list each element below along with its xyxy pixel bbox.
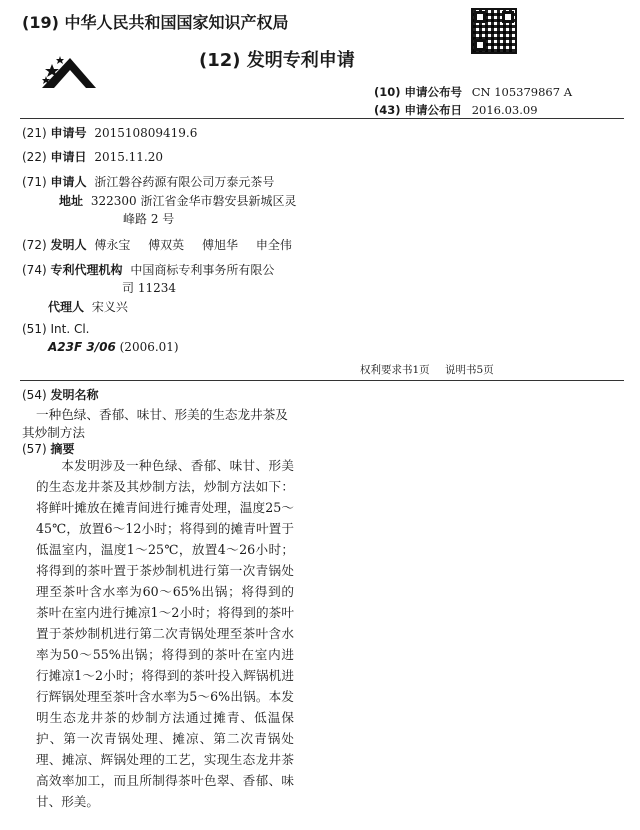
inventors: (72) 发明人 傅永宝 傅双英 傅旭华 申全伟: [22, 238, 292, 252]
invention-title-line2: 其炒制方法: [22, 425, 85, 440]
section-divider: [20, 380, 624, 381]
issuing-office: (19) 中华人民共和国国家知识产权局: [22, 13, 289, 32]
address: 地址 322300 浙江省金华市磐安县新城区灵: [59, 194, 297, 208]
cnipa-logo-icon: [40, 52, 98, 90]
ipc-header: (51) Int. Cl.: [22, 322, 90, 336]
pub-date-value: 2016.03.09: [471, 103, 538, 117]
pub-no-label: (10) 申请公布号: [374, 85, 463, 99]
side-publication-number: [0, 738, 1, 825]
header-divider: [20, 118, 624, 119]
abstract-heading: (57) 摘要: [22, 442, 75, 456]
invention-title-line1: 一种色绿、香郁、味甘、形美的生态龙井茶及: [36, 407, 288, 422]
agent: 代理人 宋义兴: [48, 300, 128, 314]
abstract-text: 本发明涉及一种色绿、香郁、味甘、形美的生态龙井茶及其炒制方法，炒制方法如下：将鲜叶摊放在摊青间进行摊青处理，温度25～45℃，放置6～12小时；将得到的摊青叶置于低温室内，温度1～25℃，放置4～26小时；将得到的茶叶置于茶炒制机进行第一次青锅处理至茶叶含水率为60～65%出锅；将得到的茶叶在室内进行摊凉1～2小时；将得到的茶叶置于茶炒制机进行第二次青锅处理至茶叶含水率为50～55%出锅；将得到的茶叶在室内进行摊凉1～2小时；将得到的茶叶投入辉锅机进行辉锅处理至茶叶含水率为5～6%出锅。本发明生态龙井茶的炒制方法通过摊青、低温保护、第一次青锅处理、摊凉、第二次青锅处理、摊凉、辉锅处理的工艺，实现生态龙井茶高效率加工，而且所制得茶叶色翠、香郁、味甘、形美。: [36, 458, 294, 809]
address-line2: 峰路 2 号: [123, 212, 175, 226]
pub-no-value: CN 105379867 A: [471, 85, 573, 99]
application-date: (22) 申请日 2015.11.20: [22, 150, 164, 164]
applicant: (71) 申请人 浙江磐谷药源有限公司万泰元茶号: [22, 175, 275, 189]
ipc-class: A23F 3/06 (2006.01): [48, 340, 179, 354]
title-heading: (54) 发明名称: [22, 388, 99, 402]
qr-code: [471, 8, 517, 54]
page-counts: 权利要求书1页 说明书5页: [360, 364, 494, 376]
application-number: (21) 申请号 201510809419.6: [22, 126, 198, 140]
publication-number: [374, 84, 572, 100]
patent-agency-line2: 司 11234: [122, 281, 176, 295]
publication-date: [374, 102, 538, 118]
document-type: (12) 发明专利申请: [199, 50, 355, 71]
patent-agency: (74) 专利代理机构 中国商标专利事务所有限公: [22, 263, 275, 277]
pub-date-label: (43) 申请公布日: [374, 103, 463, 117]
